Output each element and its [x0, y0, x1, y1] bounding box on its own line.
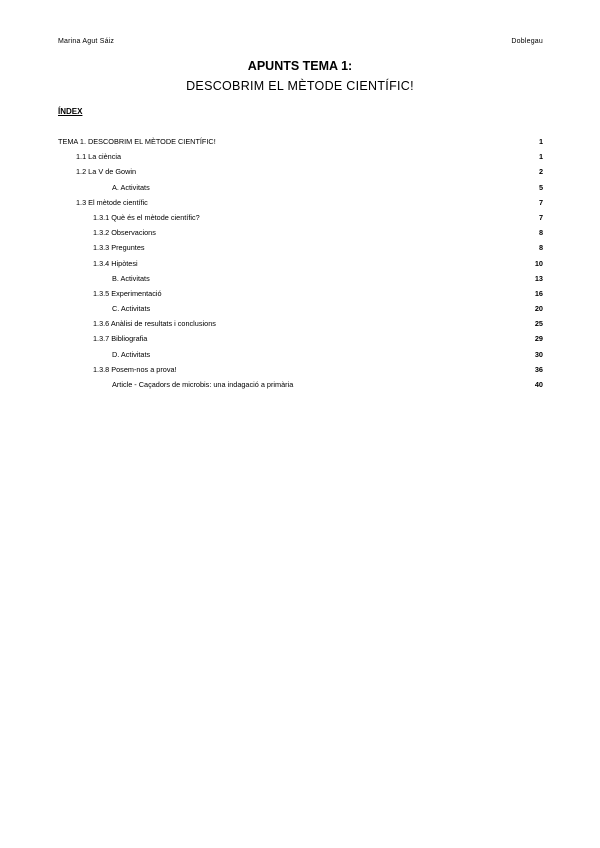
toc-entry-1-3-2[interactable]: [58, 228, 543, 243]
toc-page-number: 16: [534, 288, 543, 298]
toc-entry-1-1[interactable]: [58, 152, 543, 167]
toc-page-number: 40: [534, 380, 543, 389]
toc-entry-text: TEMA 1. DESCOBRIM EL MÈTODE CIENTÍFIC!: [58, 137, 216, 146]
toc-page-number: 8: [538, 243, 543, 253]
toc-entry-text: 1.3.7 Bibliografia: [93, 334, 148, 344]
toc-page-number: 5: [538, 182, 543, 192]
toc-page-number: 36: [534, 364, 543, 374]
toc-page-number: 8: [538, 228, 543, 238]
toc-entry-1-3-6[interactable]: [58, 319, 543, 334]
toc-entry-tema-1[interactable]: [58, 137, 543, 152]
toc-entry-text: 1.3.2 Observacions: [93, 228, 156, 238]
header-site: Doblegau: [511, 38, 543, 45]
toc-entry-text: 1.2 La V de Gowin: [76, 167, 137, 177]
toc-entry-c-activitats[interactable]: [58, 304, 543, 319]
toc-entry-b-activitats[interactable]: [58, 274, 543, 289]
toc-entry-d-activitats[interactable]: [58, 350, 543, 365]
header-author: Marina Agut Sáiz: [58, 38, 115, 45]
toc-entry-text: A. Activitats: [112, 182, 150, 192]
toc-page-number: 13: [534, 273, 543, 283]
toc-page-number: 1: [538, 152, 543, 162]
toc-page-number: 1: [538, 137, 543, 146]
index-heading: ÍNDEX: [58, 107, 83, 116]
table-of-contents: [58, 137, 543, 395]
document-title: APUNTS TEMA 1:: [247, 59, 353, 73]
toc-page-number: 7: [538, 197, 543, 207]
toc-entry-1-3-5[interactable]: [58, 289, 543, 304]
toc-page-number: 20: [534, 304, 543, 314]
toc-entry-1-3-7[interactable]: [58, 334, 543, 349]
document-subtitle: DESCOBRIM EL MÈTODE CIENTÍFIC!: [186, 79, 414, 93]
toc-entry-text: C. Activitats: [112, 304, 151, 314]
toc-page-number: 29: [534, 334, 543, 344]
toc-entry-text: Article - Caçadors de microbis: una indagació a primària: [112, 380, 294, 389]
toc-entry-text: 1.3.4 Hipòtesi: [93, 258, 138, 268]
toc-entry-text: B. Activitats: [112, 273, 150, 283]
toc-entry-1-3-1[interactable]: [58, 213, 543, 228]
toc-page-number: 30: [534, 349, 543, 359]
toc-page-number: 10: [534, 258, 543, 268]
toc-entry-a-activitats[interactable]: [58, 183, 543, 198]
toc-entry-text: 1.3.5 Experimentació: [93, 288, 162, 298]
toc-entry-text: 1.3.1 Què és el mètode científic?: [93, 212, 200, 222]
toc-entry-article[interactable]: [58, 380, 543, 395]
toc-page-number: 7: [538, 212, 543, 222]
toc-entry-text: 1.3 El mètode científic: [76, 197, 148, 207]
toc-entry-text: D. Activitats: [112, 349, 151, 359]
toc-entry-1-3-4[interactable]: [58, 259, 543, 274]
toc-entry-text: 1.1 La ciència: [76, 152, 122, 162]
toc-page-number: 25: [534, 319, 543, 329]
toc-entry-1-3[interactable]: [58, 198, 543, 213]
toc-page-number: 2: [538, 167, 543, 177]
toc-entry-1-3-3[interactable]: [58, 243, 543, 258]
toc-entry-1-2[interactable]: [58, 167, 543, 182]
toc-entry-1-3-8[interactable]: [58, 365, 543, 380]
toc-entry-text: 1.3.8 Posem-nos a prova!: [93, 364, 177, 374]
toc-entry-text: 1.3.3 Preguntes: [93, 243, 145, 253]
toc-entry-text: 1.3.6 Anàlisi de resultats i conclusions: [93, 319, 216, 329]
